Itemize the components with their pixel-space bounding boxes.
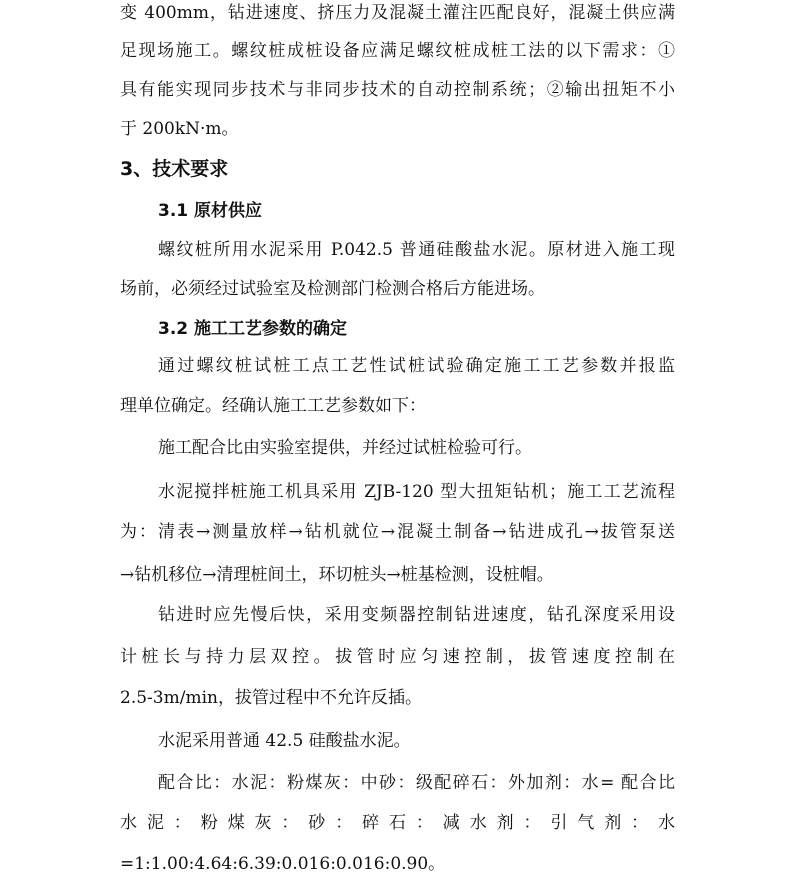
paragraph-line: 水 泥 ： 粉 煤 灰 ： 砂 ： 碎 石 ： 减 水 剂 ： 引 气 剂 ： 水 (120, 813, 675, 833)
paragraph-line: 变 400mm，钻进速度、挤压力及混凝土灌注匹配良好，混凝土供应满 (120, 3, 675, 23)
paragraph-line: 螺纹桩所用水泥采用 P.042.5 普通硅酸盐水泥。原材进入施工现 (158, 240, 675, 260)
subsection-heading-3-2: 3.2 施工工艺参数的确定 (158, 319, 348, 339)
paragraph-line: →钻机移位→清理桩间土，环切桩头→桩基检测，设桩帽。 (120, 565, 554, 585)
paragraph-line: 通过螺纹桩试桩工点工艺性试桩试验确定施工工艺参数并报监 (158, 356, 675, 376)
paragraph-line: 钻进时应先慢后快，采用变频器控制钻进速度，钻孔深度采用设 (158, 605, 675, 625)
paragraph-line: 理单位确定。经确认施工工艺参数如下： (120, 396, 426, 416)
paragraph-line: 为：清表→测量放样→钻机就位→混凝土制备→钻进成孔→拔管泵送 (120, 522, 675, 542)
paragraph-line: 具有能实现同步技术与非同步技术的自动控制系统；②输出扭矩不小 (120, 80, 675, 100)
paragraph-line: 足现场施工。螺纹桩成桩设备应满足螺纹桩成桩工法的以下需求：① (120, 41, 675, 61)
section-heading-3: 3、技术要求 (120, 158, 229, 180)
paragraph-line: 施工配合比由实验室提供，并经过试桩检验可行。 (158, 438, 532, 458)
subsection-heading-3-1: 3.1 原材供应 (158, 201, 263, 221)
paragraph-line: 配合比：水泥：粉煤灰：中砂：级配碎石：外加剂：水= 配合比 (158, 773, 675, 793)
paragraph-line: 场前，必须经过试验室及检测部门检测合格后方能进场。 (120, 279, 545, 299)
paragraph-line: 水泥搅拌桩施工机具采用 ZJB-120 型大扭矩钻机；施工工艺流程 (158, 482, 675, 502)
paragraph-line: =1:1.00:4.64:6.39:0.016:0.016:0.90。 (120, 854, 446, 874)
paragraph-line: 于 200kN·m。 (120, 119, 239, 139)
paragraph-line: 2.5-3m/min，拔管过程中不允许反插。 (120, 688, 422, 708)
paragraph-line: 计桩长与持力层双控。拔管时应匀速控制，拔管速度控制在 (120, 647, 675, 667)
paragraph-line: 水泥采用普通 42.5 硅酸盐水泥。 (158, 731, 411, 751)
